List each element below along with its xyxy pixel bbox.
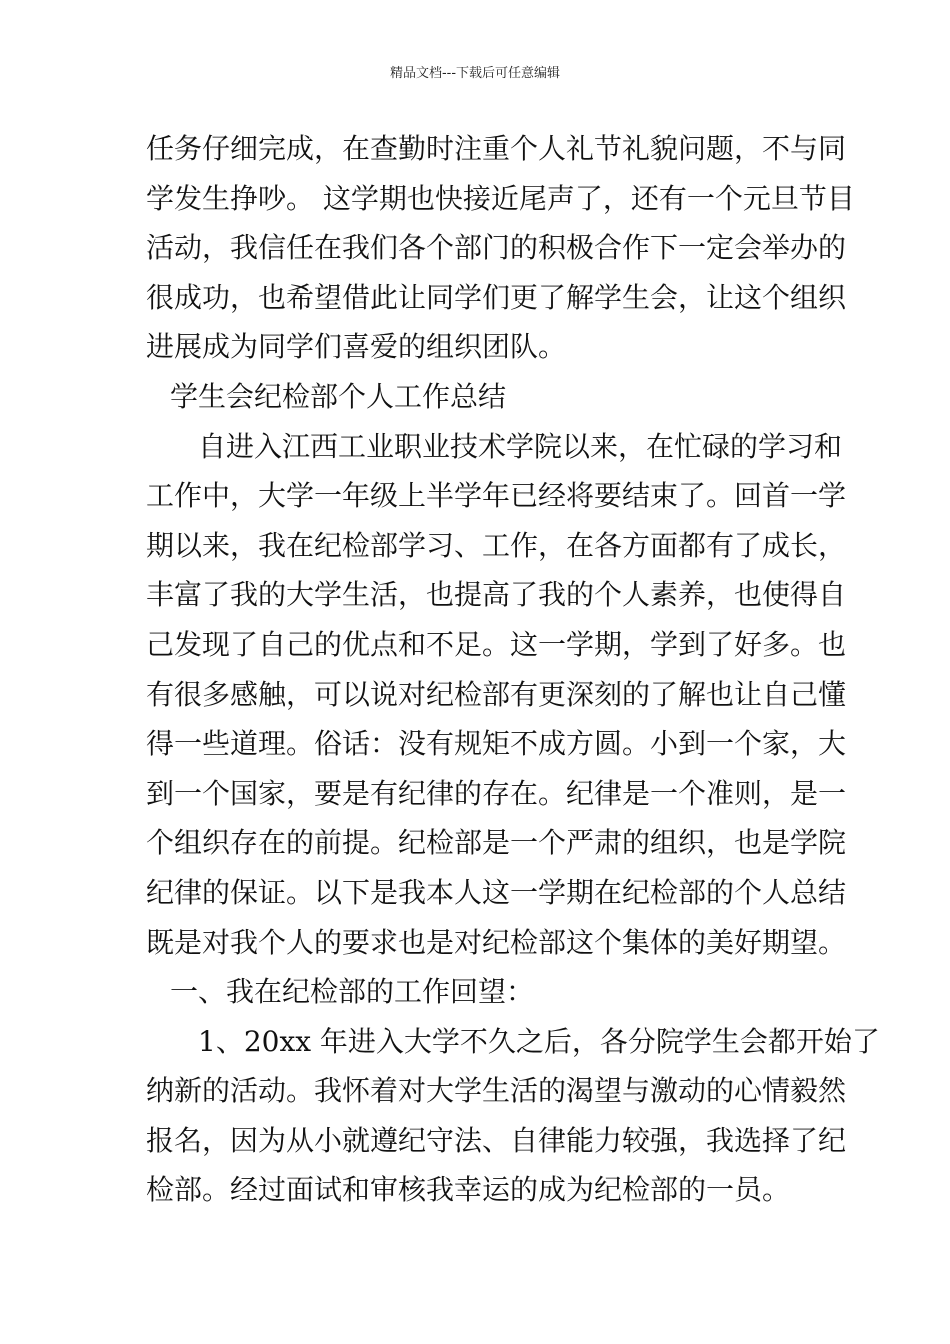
text-line-14: 到一个国家，要是有纪律的存在。纪律是一个准则，是一 bbox=[146, 776, 847, 810]
text-line-12: 有很多感触，可以说对纪检部有更深刻的了解也让自己懂 bbox=[146, 677, 847, 711]
text-line-5: 进展成为同学们喜爱的组织团队。 bbox=[146, 330, 567, 364]
text-line-10: 丰富了我的大学生活，也提高了我的个人素养，也使得自 bbox=[146, 578, 847, 612]
text-line-2: 学发生挣吵。 这学期也快接近尾声了，还有一个元旦节目 bbox=[146, 181, 855, 215]
text-line-9: 期以来，我在纪检部学习、工作，在各方面都有了成长， bbox=[146, 528, 847, 562]
text-line-8: 工作中，大学一年级上半学年已经将要结束了。回首一学 bbox=[146, 479, 847, 513]
text-line-17: 既是对我个人的要求也是对纪检部这个集体的美好期望。 bbox=[146, 925, 847, 959]
text-line-16: 纪律的保证。以下是我本人这一学期在纪检部的个人总结 bbox=[146, 875, 847, 909]
text-line-4: 很成功，也希望借此让同学们更了解学生会，让这个组织 bbox=[146, 280, 847, 314]
text-line-3: 活动，我信任在我们各个部门的积极合作下一定会举办的 bbox=[146, 231, 847, 265]
text-line-15: 个组织存在的前提。纪检部是一个严肃的组织，也是学院 bbox=[146, 826, 847, 860]
page-header: 精品文档---下载后可任意编辑 bbox=[389, 66, 561, 81]
text-line-19: 1、20xx 年进入大学不久之后，各分院学生会都开始了 bbox=[198, 1024, 880, 1058]
text-line-11: 己发现了自己的优点和不足。这一学期，学到了好多。也 bbox=[146, 627, 847, 661]
section-title: 学生会纪检部个人工作总结 bbox=[170, 379, 507, 413]
text-line-1: 任务仔细完成，在查勤时注重个人礼节礼貌问题，不与同 bbox=[146, 132, 847, 165]
document-body bbox=[146, 124, 880, 1215]
subsection-heading: 一、我在纪检部的工作回望： bbox=[170, 975, 535, 1009]
text-line-21: 报名，因为从小就遵纪守法、自律能力较强，我选择了纪 bbox=[146, 1123, 847, 1157]
text-line-7: 自进入江西工业职业技术学院以来，在忙碌的学习和 bbox=[198, 429, 843, 463]
text-line-22: 检部。经过面试和审核我幸运的成为纪检部的一员。 bbox=[146, 1173, 791, 1207]
text-line-13: 得一些道理。俗话：没有规矩不成方圆。小到一个家，大 bbox=[146, 727, 847, 761]
text-line-20: 纳新的活动。我怀着对大学生活的渴望与激动的心情毅然 bbox=[146, 1074, 847, 1108]
